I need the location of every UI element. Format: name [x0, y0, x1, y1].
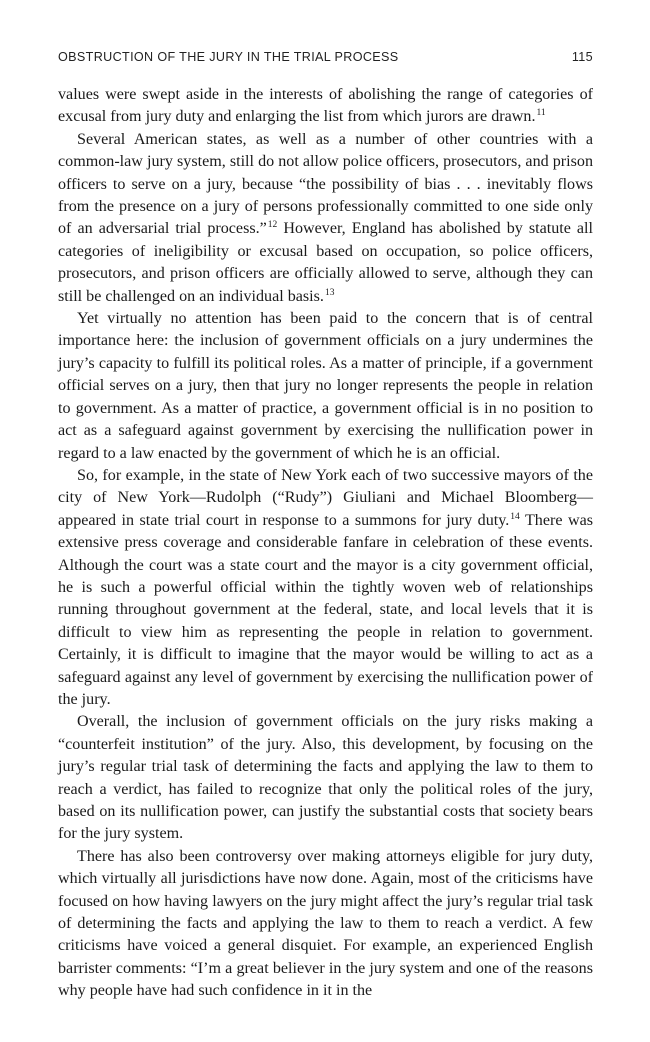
paragraph-text: values were swept aside in the interests of abolishing the range of categories of excusal from jury duty and enlarging the list from which jurors are drawn.: [58, 86, 593, 126]
footnote-marker: 14: [510, 511, 520, 522]
paragraph: [58, 465, 593, 711]
chapter-title: OBSTRUCTION OF THE JURY IN THE TRIAL PROCESS: [58, 50, 399, 64]
footnote-marker: 11: [536, 108, 546, 119]
paragraph-text: Yet virtually no attention has been paid to the concern that is of central importance here: the inclusion of government officials on a jury undermines the jury’s capacity to fulfill its political roles. As a matter of principle, if a government official serves on a jury, then that jury no longer represents the people in relation to government. As a matter of practice, a government official is in no position to act as a safeguard against government by exercising the nullification power in regard to a law enacted by the government of which he is an official.: [58, 310, 593, 462]
paragraph-text: Several American states, as well as a number of other countries with a common-law jury system, still do not allow police officers, prosecutors, and prison officers to serve on a jury, because “the possibility of bias . . . inevitably flows from the presence on a jury of persons professionally committed to one side only of an adversarial trial process.”: [58, 130, 593, 238]
page-number: 115: [571, 50, 593, 64]
paragraph-text: There has also been controversy over making attorneys eligible for jury duty, which virtually all jurisdictions have now done. Again, most of the criticisms have focused on how having lawyers on the jury might affect the jury’s regular trial task of determining the facts and applying the law to them to reach a verdict. A few criticisms have voiced a general disquiet. For example, an experienced English barrister comments: “I’m a great believer in the jury system and one of the reasons why people have had such confidence in it in the: [58, 847, 593, 1000]
paragraph: [58, 129, 593, 308]
footnote-marker: 13: [324, 287, 335, 298]
paragraph-text: However, England has abolished by statute all categories of ineligibility or excusal based on occupation, so police officers, prosecutors, and prison officers are officially allowed to serve, although they can still be challenged on an individual basis.: [58, 220, 594, 305]
paragraph: [58, 711, 593, 845]
paragraph: [58, 84, 593, 129]
paragraph: [58, 846, 593, 1003]
paragraph-text: There was extensive press coverage and considerable fanfare in celebration of these events. Although the court was a state court and the mayor is a city government official, he is such a powerful official within the tightly woven web of relationships running throughout government at the federal, state, and local levels that it is difficult to view him as representing the people in relation to government. Certainly, it is difficult to imagine that the mayor would be willing to act as a safeguard against any level of government by exercising the nullification power of the jury.: [58, 511, 593, 708]
body-text: [58, 84, 593, 1003]
footnote-marker: 12: [267, 220, 278, 231]
paragraph: [58, 308, 593, 465]
paragraph-text: Overall, the inclusion of government officials on the jury risks making a “counterfeit institution” of the jury. Also, this development, by focusing on the jury’s regular trial task of determining the facts and applying the law to them to reach a verdict, has failed to recognize that only the political roles of the jury, based on its nullification power, can justify the substantial costs that society bears for the jury system.: [58, 713, 593, 843]
book-page: [58, 50, 593, 1003]
running-head: [58, 50, 593, 64]
paragraph-text: So, for example, in the state of New York each of two successive mayors of the city of New York—Rudolph (“Rudy”) Giuliani and Michael Bloomberg—appeared in state trial court in response to a summons for jury duty.: [58, 466, 593, 529]
